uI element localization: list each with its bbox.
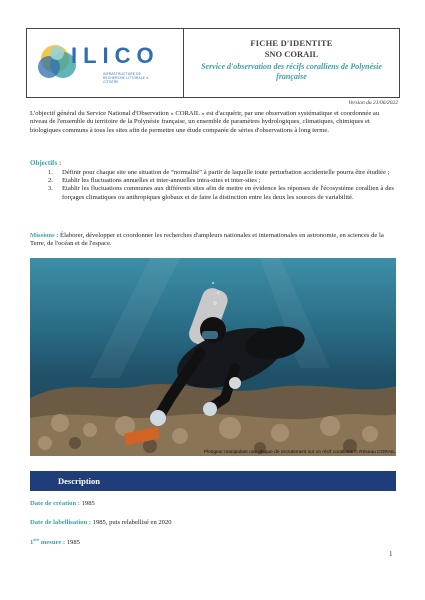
list-item: 2. Etablir les fluctuations annuelles et inter-annuelles intra-sites et inter-sites ; bbox=[48, 177, 261, 185]
creation-date-value: 1985 bbox=[79, 500, 95, 507]
logo-subtitle: INFRASTRUCTURE DE RECHERCHE LITTORALE & CÔTIÈRE bbox=[103, 72, 149, 84]
logo-wordmark: ILICO bbox=[71, 43, 160, 68]
labelling-date-field bbox=[30, 519, 172, 526]
header-box bbox=[26, 28, 400, 98]
description-heading: Description bbox=[30, 471, 396, 491]
version-date: Version du 21/06/2022 bbox=[348, 100, 398, 106]
labelling-date-label: Date de labellisation : bbox=[30, 519, 91, 526]
first-measure-label: 1ère mesure : bbox=[30, 537, 66, 547]
intro-paragraph: L'objectif général du Service National d'Observation « CORAIL » est d'acquérir, par une observation systématique et coordonnée au niveau de l'ensemble du territoire de la Polynésie française, un ensemble de paramètres hydrologiques, climatiques, chimiques et biologiques communs à tous les sites afin de permettre une étude comparée de séries d'observations à long terme. bbox=[30, 110, 380, 134]
objectifs-list bbox=[48, 169, 394, 202]
title-block bbox=[184, 29, 399, 97]
list-item: 3. Etablir les fluctuations communes aux différents sites afin de mettre en évidence les réponses de l'écosystème corallien à des forçages climatiques ou anthropiques globaux et de faire la distinction entre les deux les sources de variabilité. bbox=[48, 185, 394, 201]
page-number: 1 bbox=[389, 550, 393, 558]
list-item: 1. Définir pour chaque site une situation de “normalité” à partir de laquelle toute perturbation accidentelle pourra être étudiée ; bbox=[48, 169, 390, 176]
doc-type: FICHE D'IDENTITE bbox=[250, 38, 333, 48]
logo bbox=[27, 29, 184, 97]
doc-subtitle: Service d'observation des récifs coralliens de Polynésie française bbox=[201, 62, 382, 81]
missions-label: Missions : bbox=[30, 232, 59, 239]
creation-date-field bbox=[30, 500, 95, 507]
missions-text: Élaborer, développer et coordonner les recherches d'ampleurs nationales et internationales en astronomie, en sciences de la Terre, de l'océan et de l'espace. bbox=[30, 232, 384, 248]
missions-paragraph bbox=[30, 232, 395, 249]
labelling-date-value: 1985, puis relabellisé en 2020 bbox=[91, 519, 172, 526]
first-measure-field bbox=[30, 537, 80, 546]
objectifs-heading: Objectifs : bbox=[30, 159, 62, 167]
first-measure-value: 1985 bbox=[65, 539, 80, 547]
creation-date-label: Date de création : bbox=[30, 500, 80, 507]
diver-photo bbox=[30, 258, 396, 456]
diver-photo-image bbox=[30, 258, 396, 456]
photo-caption: Plongeur manipulant une plaque de recrutement sur un récif coralliens © Réseau CORAIL bbox=[203, 450, 395, 455]
doc-title: SNO CORAIL bbox=[264, 49, 319, 59]
